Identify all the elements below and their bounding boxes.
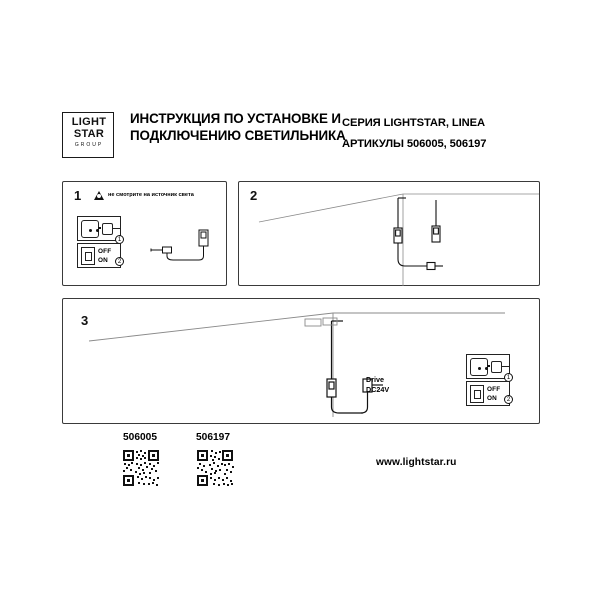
qr-code-icon-2 <box>196 449 234 487</box>
fixture-drawing-step-1 <box>143 226 223 271</box>
warning-triangle-icon <box>94 191 104 200</box>
socket-plate-icon <box>470 358 488 376</box>
step-panel-3 <box>62 298 540 424</box>
marker-1: 1 <box>504 373 513 382</box>
socket-hole-icon <box>89 229 92 232</box>
socket-hole-icon <box>485 367 488 370</box>
switch-plate-icon <box>470 385 484 403</box>
marker-2: 2 <box>504 395 513 404</box>
room-installation-drawing-step-3 <box>87 307 507 419</box>
step-number-1: 1 <box>74 188 82 203</box>
logo-text-star: STAR <box>73 128 105 140</box>
socket-hole-icon <box>96 229 99 232</box>
driver-label <box>366 375 389 394</box>
switch-off-label: OFF <box>487 386 501 393</box>
marker-2: 2 <box>115 257 124 266</box>
series-line: СЕРИЯ LIGHTSTAR, LINEA <box>342 117 485 129</box>
driver-label-line-2: DC24V <box>366 384 390 394</box>
socket-plate-icon <box>81 220 99 238</box>
step-number-3: 3 <box>81 313 89 328</box>
logo-text-group: GROUP <box>74 142 104 148</box>
articles-line: АРТИКУЛЫ 506005, 506197 <box>342 138 487 150</box>
switch-on-label: ON <box>98 257 108 264</box>
plug-wire-icon <box>112 228 120 229</box>
plug-icon <box>102 223 113 235</box>
page-title-line-1: ИНСТРУКЦИЯ ПО УСТАНОВКЕ И <box>130 111 341 126</box>
switch-plate-icon <box>81 247 95 265</box>
socket-hole-icon <box>478 367 481 370</box>
plug-pin-icon <box>98 227 101 229</box>
plug-wire-icon <box>501 366 509 367</box>
step-panel-2 <box>238 181 540 286</box>
warning-text: не смотрите на источник света <box>108 192 194 198</box>
step-number-2: 2 <box>250 188 258 203</box>
wall-switch-icon <box>77 243 121 268</box>
switch-on-label: ON <box>487 395 497 402</box>
lightstar-group-logo <box>62 112 114 158</box>
product-info <box>342 113 542 155</box>
wall-ceiling-drawing-step-2 <box>257 186 539 286</box>
plug-pin-icon <box>487 365 490 367</box>
product-code-1: 506005 <box>123 432 157 443</box>
page-title-line-2: ПОДКЛЮЧЕНИЮ СВЕТИЛЬНИКА <box>130 128 346 143</box>
document-header <box>62 110 540 162</box>
driver-label-line-1: Drive <box>366 375 384 384</box>
logo-text-light: LIGHT <box>71 116 107 128</box>
step-panel-1 <box>62 181 227 286</box>
qr-code-icon-1 <box>122 449 160 487</box>
wall-switch-icon <box>466 381 510 406</box>
marker-1: 1 <box>115 235 124 244</box>
product-code-2: 506197 <box>196 432 230 443</box>
website-url: www.lightstar.ru <box>376 457 457 468</box>
switch-off-label: OFF <box>98 248 112 255</box>
plug-icon <box>491 361 502 373</box>
